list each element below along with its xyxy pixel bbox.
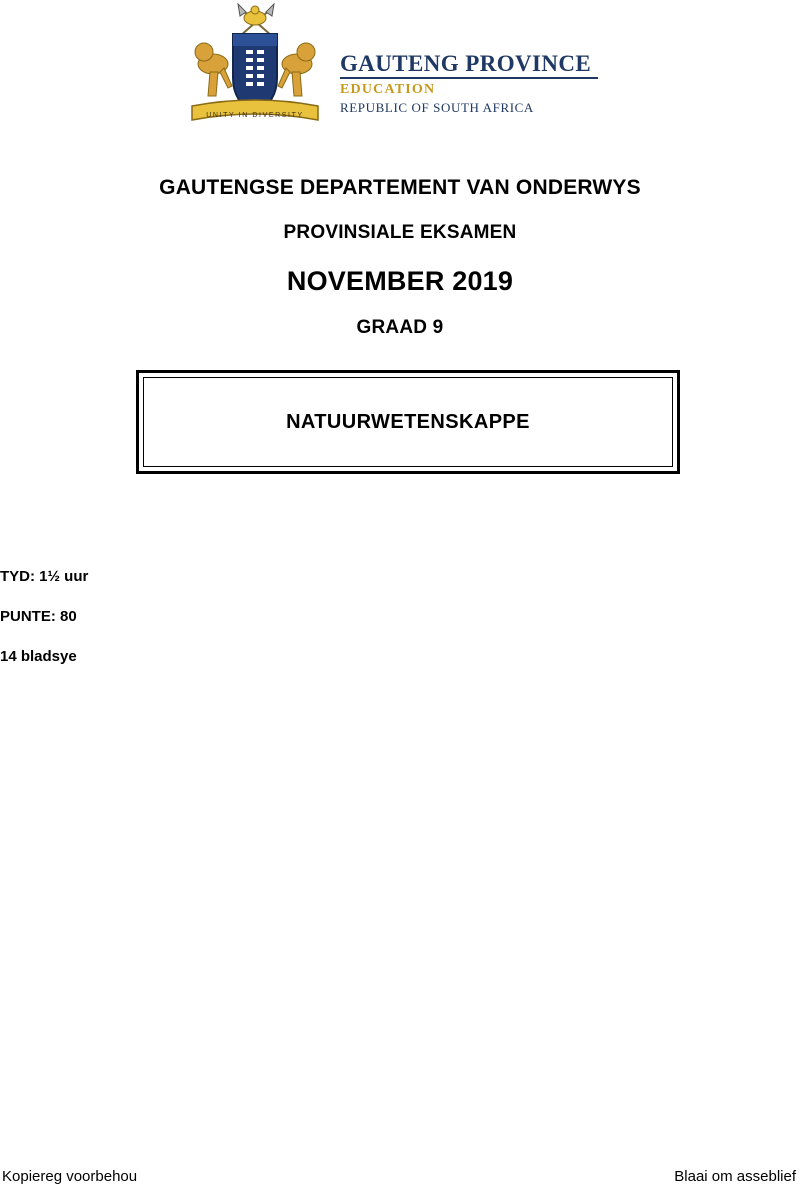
province-subtitle-education: EDUCATION (340, 82, 436, 97)
logo-band (160, 0, 640, 140)
department-title: GAUTENGSE DEPARTEMENT VAN ONDERWYS (159, 176, 641, 199)
exam-meta (0, 568, 800, 688)
subject-box-inner (143, 377, 673, 467)
subject-box (136, 370, 680, 474)
wordmark-rule (340, 77, 598, 79)
exam-date-title: NOVEMBER 2019 (286, 266, 514, 296)
exam-type-title: PROVINSIALE EKSAMEN (283, 222, 517, 243)
exam-pages: 14 bladsye (0, 648, 77, 665)
page-footer (0, 1168, 800, 1185)
svg-text:UNITY IN DIVERSITY: UNITY IN DIVERSITY (206, 112, 304, 119)
footer-copyright: Kopiereg voorbehou (2, 1168, 138, 1185)
province-wordmark (340, 52, 640, 116)
exam-marks: PUNTE: 80 (0, 608, 77, 625)
footer-turn-over: Blaai om asseblief (674, 1168, 796, 1185)
grade-title: GRAAD 9 (356, 317, 444, 338)
exam-time: TYD: 1½ uur (0, 568, 89, 585)
province-title: GAUTENG PROVINCE (340, 51, 592, 76)
subject-name: NATUURWETENSKAPPE (286, 410, 530, 433)
gauteng-coat-of-arms-icon (180, 2, 330, 136)
title-block (0, 176, 800, 353)
province-subtitle-country: REPUBLIC OF SOUTH AFRICA (340, 100, 534, 115)
